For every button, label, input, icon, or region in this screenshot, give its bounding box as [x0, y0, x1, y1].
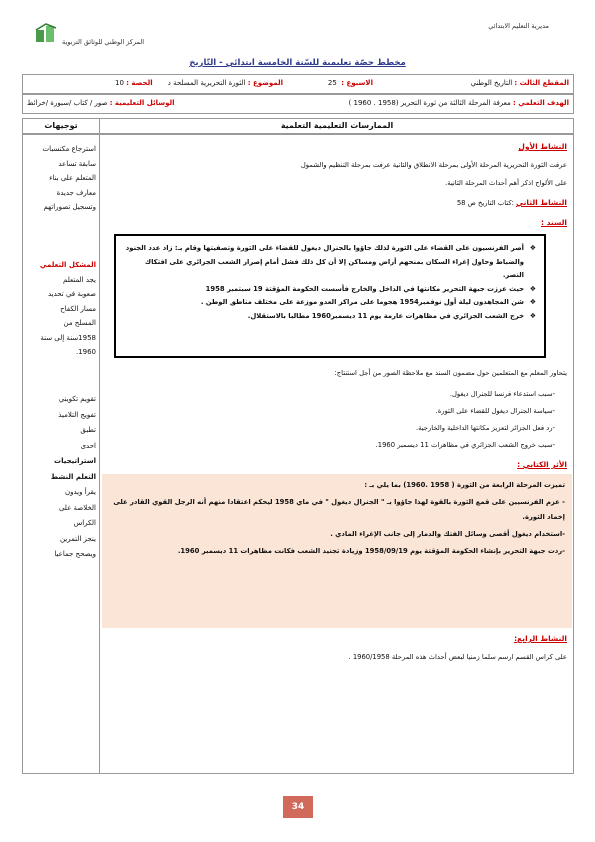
discussion-points: -سبب استدعاء فرنسا للجنرال ديغول. -سياسة الجنرال ديغول للقضاء على الثورة. -رد فعل الجزائر لتعزيز مكانتها الداخلية والخارجية. -سبب خروج الشعب الجزائري في مظاهرات 11 ديسمبر 1960. — [375, 390, 555, 449]
activity2-title: النشاط الثاني — [516, 198, 567, 207]
topic-value: الثورة التحريرية المسلحة د — [167, 79, 246, 87]
goal-value: معرفة المرحلة الثالثة من ثورة التحرير (1958 . 1960 ) — [348, 99, 511, 107]
trace-title: الأثر الكتابي : — [517, 460, 567, 469]
document-item: ❖ أصر الفرنسيون على القضاء على الثورة لذلك جاؤوا بالجنرال ديغول للقضاء على الثورة وتصفيتها وقام بـ: زاد عدد الجنود والضباط وحاول إغراء السكان بمنحهم أراض ومساكن إلا أن كل ذلك فشل أمام إصرار الشعب الجزائري على افتكاك النصر. — [124, 242, 536, 283]
document-item: ❖ خرج الشعب الجزائري في مظاهرات عارمة يوم 11 ديسمبر1960 مطالبا بالاستقلال. — [124, 310, 536, 324]
lesson-label: الحصة : — [126, 79, 153, 87]
bullet-icon: ❖ — [529, 244, 536, 252]
bullet-icon: ❖ — [529, 311, 536, 320]
lesson-value: 10 — [115, 79, 124, 87]
practices-header: الممارسات التعليمية التعلمية — [280, 121, 394, 130]
guidance-group-2: المشكل التعلمي يجد المتعلم صعوبة في تحديد مسار الكفاح المسلح من 1958سنة إلى سنة 1960. — [26, 258, 96, 360]
week-value: 25 — [327, 79, 337, 87]
means-value: صور / كتاب /سبورة /خرائط — [27, 99, 108, 107]
topic-label: الموضوع : — [247, 79, 283, 87]
guidance-header: توجيهات — [44, 121, 78, 130]
activity1-title: النشاط الأول — [518, 142, 567, 151]
logo-icon — [34, 22, 58, 44]
problem-title: المشكل التعلمي — [39, 261, 96, 269]
document-box — [114, 234, 546, 358]
section-label: المقطع الثالث : — [514, 79, 569, 87]
activity4-text: على كراس القسم ارسم سلما زمنيا لبعض أحداث هذه المرحلة 1960/1958 . — [348, 653, 567, 661]
info-row-1 — [22, 74, 574, 94]
goal-label: الهدف التعلمي : — [513, 99, 569, 107]
activity2-text: :كتاب التاريخ ص 58 — [456, 199, 514, 207]
bullet-icon: ❖ — [529, 298, 536, 306]
activity2-line — [107, 196, 567, 210]
activity1-line-2: على الألواح اذكر أهم أحداث المرحلة الثانية. — [445, 179, 567, 187]
document-label: السند : — [540, 218, 567, 227]
section-value: التاريخ الوطني — [470, 79, 513, 87]
trace-text: تميزت المرحلة الرابعة من الثورة ( 1958 .1960) بما يلي بـ : - عزم الفرنسيين على قمع الثورة بالقوة لهذا جاؤوا بـ " الجنرال ديغول " في ماي 1958 ليحكم اعتقادا منهم أنه الرجل القوي القادر على إخماد الثورة. -استخدام ديغول أقصى وسائل الفتك والدمار إلى جانب الإغراء المادي . -ردت جبهة التحرير بإنشاء الحكومة المؤقتة يوم 1958/09/19 وزيادة تجنيد الشعب فكانت مظاهرات 11 ديسمبر 1960. — [113, 481, 565, 555]
means-label: الوسائل التعليمية : — [109, 99, 175, 107]
directorate-label: مديرية التعليم الابتدائي — [488, 22, 549, 30]
guidance-group-1: استرجاع مكتسبات سابقة تساعد المتعلم على بناء معارف جديدة وتسجيل تصوراتهم — [42, 145, 96, 211]
info-row-2 — [22, 94, 574, 114]
bullet-icon: ❖ — [529, 284, 536, 293]
table-body — [22, 134, 574, 774]
page-title: مخطط حصّة تعليمية للسّنة الخامسة ابتدائي - التّاريخ — [189, 58, 406, 68]
activity1-line-1: عرفت الثورة التحريرية المرحلة الأولى بمرحلة الانطلاق والثانية عرفت بمرحلة التنظيم والشمول — [300, 161, 567, 169]
document-item: ❖ شن المجاهدون ليلة أول نوفمبر1954 هجوما على مراكز العدو موزعة على مختلف مناطق الوطن . — [124, 296, 536, 310]
document-item: ❖ حيث عززت جبهة التحرير مكانتها في الداخل والخارج فأسست الحكومة المؤقتة 19 سبتمبر 1958 — [124, 283, 536, 297]
page-number: 34 — [283, 796, 313, 818]
guidance-group-3: تقويم تكويني تفويج التلاميذ تطبق احدى استراتيجيات التعلم النشط يقرأ ويدون الخلاصة على الكراس ينجز التمرين ويصحح جماعيا — [50, 395, 96, 558]
discussion-intro: يتحاور المعلم مع المتعلمين حول مضمون السند مع ملاحظة الصور من أجل استنتاج: — [334, 369, 567, 377]
activity4-title: النشاط الرابع: — [514, 634, 567, 643]
center-label: المركز الوطني للوثائق التربوية — [62, 38, 145, 46]
week-label: الاسبوع : — [341, 79, 373, 87]
